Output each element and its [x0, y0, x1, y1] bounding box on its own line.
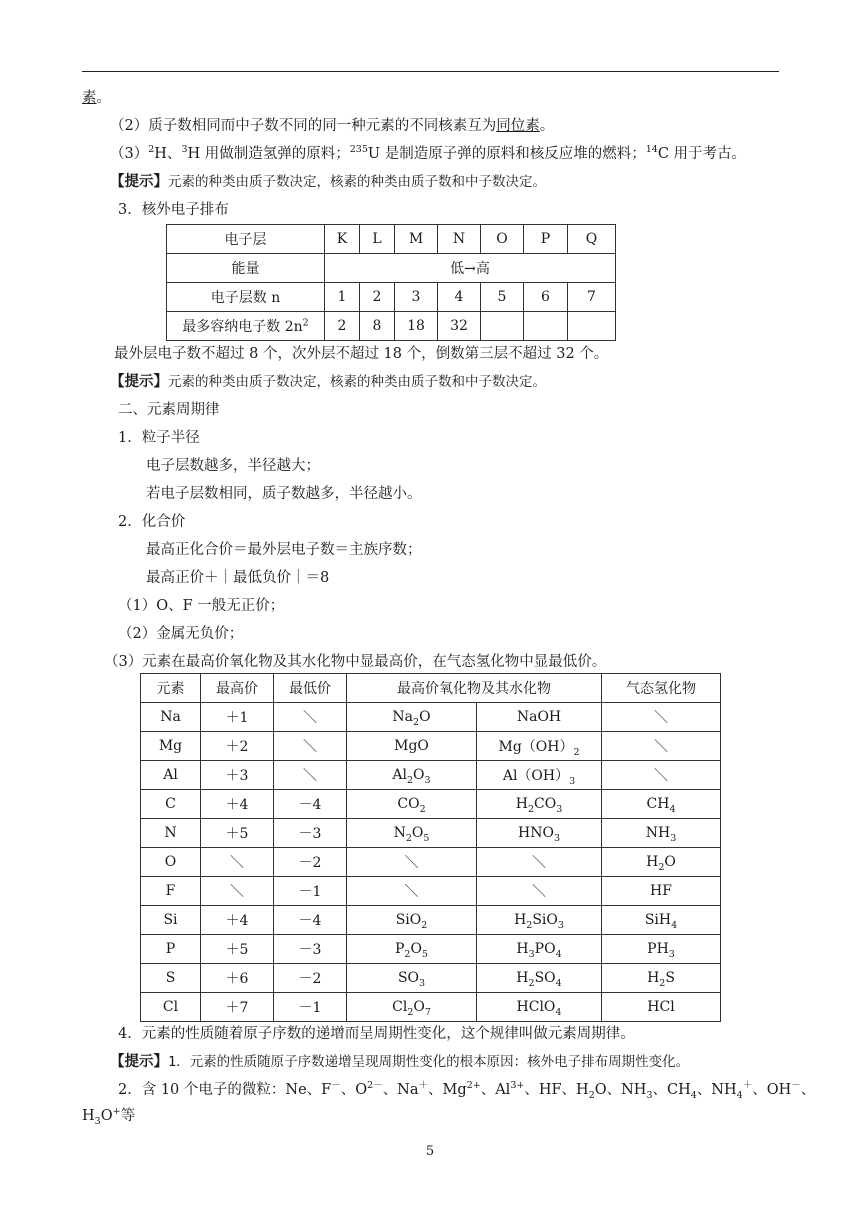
hydrate-cell: ＼ [477, 848, 602, 877]
lowest-valence-cell: －1 [274, 993, 347, 1022]
highest-valence-cell: ＋3 [201, 761, 274, 790]
hydrate-cell: $H_2SO_4$ [477, 964, 602, 993]
highest-valence-cell: ＋6 [201, 964, 274, 993]
table-row: 最多容纳电子数 $2n^2$ 2 8 18 32 [167, 312, 616, 341]
hydride-cell: ＼ [602, 703, 721, 732]
highest-valence-cell: ＋2 [201, 732, 274, 761]
hydrate-cell: $H_2CO_3$ [477, 790, 602, 819]
header-rule [82, 71, 779, 72]
hydrate-cell: $HNO_3$ [477, 819, 602, 848]
element-cell: Na [141, 703, 201, 732]
hint-2: 【提示】元素的种类由质子数决定，核素的种类由质子数和中子数决定。 [110, 374, 546, 390]
element-valence-table [140, 673, 721, 1022]
highest-valence-cell: ＋7 [201, 993, 274, 1022]
lowest-valence-cell: －3 [274, 819, 347, 848]
element-cell: O [141, 848, 201, 877]
table-row [141, 819, 721, 848]
oxide-cell: $Cl_2O_7$ [347, 993, 477, 1022]
hydride-cell: ＼ [602, 761, 721, 790]
element-cell: Cl [141, 993, 201, 1022]
hydrate-cell: $H_3PO_4$ [477, 935, 602, 964]
table-row [141, 993, 721, 1022]
hydrate-cell: NaOH [477, 703, 602, 732]
electron-shell-table [166, 224, 616, 341]
hydride-cell: HCl [602, 993, 721, 1022]
oxide-cell: $SO_3$ [347, 964, 477, 993]
oxide-cell: ＼ [347, 848, 477, 877]
table-header-row: 元素 最高价 最低价 最高价氧化物及其水化物 气态氢化物 [141, 674, 721, 703]
table-row: 能量 低→高 [167, 254, 616, 283]
oxide-cell: MgO [347, 732, 477, 761]
table-row [141, 761, 721, 790]
lowest-valence-cell: ＼ [274, 761, 347, 790]
element-cell: C [141, 790, 201, 819]
valence-rule-2: 最高正价＋｜最低负价｜＝8 [146, 570, 330, 586]
table-row: 电子层数 n 1 2 3 4 5 6 7 [167, 283, 616, 312]
hydrate-cell: $H_2SiO_3$ [477, 906, 602, 935]
hydride-cell: HF [602, 877, 721, 906]
oxide-cell: $P_2O_5$ [347, 935, 477, 964]
lowest-valence-cell: －4 [274, 906, 347, 935]
element-cell: P [141, 935, 201, 964]
element-cell: N [141, 819, 201, 848]
element-cell: F [141, 877, 201, 906]
part-2-title: 二、元素周期律 [118, 402, 220, 418]
periodic-law: 4．元素的性质随着原子序数的递增而呈周期性变化，这个规律叫做元素周期律。 [118, 1026, 635, 1042]
lowest-valence-cell: －2 [274, 848, 347, 877]
oxide-cell: $Na_2O$ [347, 703, 477, 732]
hydride-cell: $NH_3$ [602, 819, 721, 848]
table-row [141, 964, 721, 993]
page-number: 5 [425, 1144, 435, 1159]
lowest-valence-cell: －4 [274, 790, 347, 819]
radius-rule-2: 若电子层数相同，质子数越多，半径越小。 [146, 486, 422, 502]
valence-title: 2．化合价 [118, 514, 186, 530]
ten-electron-species-line: $H_3O^+$等 [82, 1106, 136, 1127]
hydride-cell: ＼ [602, 732, 721, 761]
highest-valence-cell: ＼ [201, 877, 274, 906]
hydride-cell: $H_2S$ [602, 964, 721, 993]
hydride-cell: $H_2O$ [602, 848, 721, 877]
table-row [141, 848, 721, 877]
shell-capacity-note: 最外层电子数不超过 8 个，次外层不超过 18 个，倒数第三层不超过 32 个。 [114, 346, 609, 362]
isotope-term: 同位素 [496, 118, 540, 134]
table-row [141, 935, 721, 964]
lowest-valence-cell: －1 [274, 877, 347, 906]
hydride-cell: SiH$_4$ [602, 906, 721, 935]
hydrate-cell: $Al(OH)_3$ [477, 761, 602, 790]
hydrate-cell: HClO$_4$ [477, 993, 602, 1022]
valence-note-2: （2）金属无负价； [118, 626, 244, 642]
hydrate-cell: $Mg(OH)_2$ [477, 732, 602, 761]
highest-valence-cell: ＋4 [201, 906, 274, 935]
ten-electron-species [118, 1080, 815, 1100]
radius-title: 1．粒子半径 [118, 430, 200, 446]
highest-valence-cell: ＋4 [201, 790, 274, 819]
hint-1: 【提示】元素的种类由质子数决定，核素的种类由质子数和中子数决定。 [110, 174, 546, 190]
highest-valence-cell: ＋5 [201, 819, 274, 848]
highest-valence-cell: ＋1 [201, 703, 274, 732]
hydride-cell: $PH_3$ [602, 935, 721, 964]
table-row [141, 906, 721, 935]
continued-text: 素。 [82, 90, 111, 106]
table-row [141, 703, 721, 732]
lowest-valence-cell: ＼ [274, 732, 347, 761]
ten-electron-species-cont [82, 1106, 135, 1126]
highest-valence-cell: ＼ [201, 848, 274, 877]
table-row [141, 877, 721, 906]
hint-3: 【提示】1．元素的性质随原子序数递增呈现周期性变化的根本原因：核外电子排布周期性变化。 [110, 1054, 690, 1070]
table-row [141, 790, 721, 819]
oxide-cell: SiO$_2$ [347, 906, 477, 935]
lowest-valence-cell: －3 [274, 935, 347, 964]
valence-note-3: （3）元素在最高价氧化物及其水化物中显最高价，在气态氢化物中显最低价。 [104, 654, 607, 670]
lowest-valence-cell: ＼ [274, 703, 347, 732]
ten-electron-species-line: 2．含 10 个电子的微粒：Ne、F－、$O^{2-}$、Na＋、$Mg^{2+}$、$Al^{3+}$、HF、$H_2O$、$NH_3$、$CH_4$、$NH_4^+$、OH－、 [118, 1080, 816, 1101]
isotope-uses: $(3)^2H$、$^3$H 用做制造氢弹的原料；$^{235}$U 是制造原子弹的原料和核反应堆的燃料；$^{14}$C 用于考古。 [110, 144, 747, 162]
table-row [141, 732, 721, 761]
hydrate-cell: ＼ [477, 877, 602, 906]
element-cell: Mg [141, 732, 201, 761]
radius-rule-1: 电子层数越多，半径越大； [146, 458, 320, 474]
element-cell: Al [141, 761, 201, 790]
oxide-cell: $Al_2O_3$ [347, 761, 477, 790]
lowest-valence-cell: －2 [274, 964, 347, 993]
section-3-title: 3．核外电子排布 [118, 202, 229, 218]
isotope-definition: （2）质子数相同而中子数不同的同一种元素的不同核素互为同位素。 [110, 118, 555, 134]
oxide-cell: $CO_2$ [347, 790, 477, 819]
table-row: 电子层 K L M N O P Q [167, 225, 616, 254]
oxide-cell: ＼ [347, 877, 477, 906]
highest-valence-cell: ＋5 [201, 935, 274, 964]
valence-rule-1: 最高正化合价＝最外层电子数＝主族序数； [146, 542, 422, 558]
hydride-cell: $CH_4$ [602, 790, 721, 819]
element-cell: Si [141, 906, 201, 935]
element-cell: S [141, 964, 201, 993]
oxide-cell: $N_2O_5$ [347, 819, 477, 848]
valence-note-1: （1）O、F 一般无正价； [118, 598, 285, 614]
